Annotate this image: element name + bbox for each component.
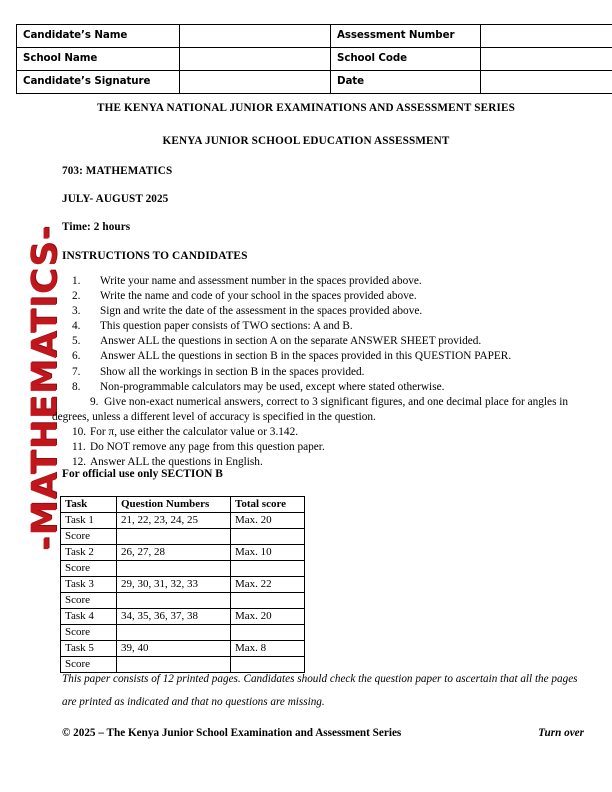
- table-row: [17, 25, 612, 48]
- table-row: [61, 529, 305, 545]
- table-row: [17, 71, 612, 94]
- table-row: [61, 577, 305, 593]
- instruction-text: Non-programmable calculators may be used, except where stated otherwise.: [100, 380, 445, 393]
- instruction-number: 2.: [72, 290, 81, 303]
- instructions-list: [52, 274, 600, 470]
- time-allowed-line: Time: 2 hours: [62, 221, 131, 233]
- questions-cell: 39, 40: [117, 641, 231, 657]
- table-row: [61, 609, 305, 625]
- instruction-item: [62, 349, 600, 364]
- section-b-score-table: [60, 496, 305, 673]
- instructions-heading: INSTRUCTIONS TO CANDIDATES: [62, 250, 248, 262]
- score-entry-cell[interactable]: [231, 529, 305, 545]
- instruction-text: Show all the workings in section B in the spaces provided.: [100, 365, 365, 378]
- candidate-name-value[interactable]: [180, 25, 331, 48]
- instruction-number: 6.: [72, 350, 81, 363]
- total-cell: Max. 8: [231, 641, 305, 657]
- instruction-item: [62, 440, 600, 455]
- instruction-item: [62, 365, 600, 380]
- instruction-item: [62, 289, 600, 304]
- candidate-details-table: [16, 24, 612, 94]
- task-cell: Score: [61, 561, 117, 577]
- instruction-number: 9.: [90, 395, 99, 408]
- instruction-text: Do NOT remove any page from this question paper.: [90, 441, 325, 454]
- instruction-text: For π, use either the calculator value or 3.142.: [90, 425, 299, 438]
- questions-cell: 34, 35, 36, 37, 38: [117, 609, 231, 625]
- score-entry-cell[interactable]: [117, 529, 231, 545]
- task-cell: Task 5: [61, 641, 117, 657]
- assessment-title: KENYA JUNIOR SCHOOL EDUCATION ASSESSMENT: [162, 135, 450, 147]
- instruction-text: Answer ALL the questions in section B in the spaces provided in this QUESTION PAPER.: [100, 350, 512, 363]
- turn-over-text: Turn over: [538, 727, 584, 739]
- task-cell: Task 4: [61, 609, 117, 625]
- column-header-questions: Question Numbers: [117, 497, 231, 513]
- instruction-text: Write the name and code of your school in the spaces provided above.: [100, 290, 417, 303]
- table-row: [61, 641, 305, 657]
- instruction-item: [62, 380, 600, 395]
- instruction-item: [62, 274, 600, 289]
- candidate-name-label: Candidate’s Name: [17, 25, 180, 48]
- exam-period-line: JULY- AUGUST 2025: [62, 193, 169, 205]
- instruction-number: 8.: [72, 380, 81, 393]
- official-use-heading: For official use only SECTION B: [62, 468, 223, 480]
- paper-pages-note: This paper consists of 12 printed pages. Candidates should check the question paper to ascertain that all the pages are printed as indicated and that no questions are missing.: [62, 673, 578, 708]
- task-cell: Score: [61, 657, 117, 673]
- task-cell: Score: [61, 593, 117, 609]
- questions-cell: 29, 30, 31, 32, 33: [117, 577, 231, 593]
- candidate-details-body: [17, 25, 612, 94]
- assessment-number-value[interactable]: [481, 25, 612, 48]
- total-cell: Max. 20: [231, 609, 305, 625]
- instruction-text: Answer ALL the questions in English.: [90, 456, 263, 469]
- score-table-head: [61, 497, 305, 513]
- instruction-number: 12.: [72, 456, 87, 469]
- score-entry-cell[interactable]: [231, 593, 305, 609]
- column-header-total: Total score: [231, 497, 305, 513]
- score-table-body: [61, 513, 305, 673]
- total-cell: Max. 10: [231, 545, 305, 561]
- instruction-text-wrapped: [52, 395, 600, 425]
- task-cell: Task 2: [61, 545, 117, 561]
- school-name-value[interactable]: [180, 48, 331, 71]
- copyright-text: © 2025 – The Kenya Junior School Examination and Assessment Series: [62, 727, 402, 739]
- vertical-subject-watermark: -MATHEMATICS-: [25, 225, 65, 551]
- instruction-number: 5.: [72, 335, 81, 348]
- instruction-number: 4.: [72, 320, 81, 333]
- score-entry-cell[interactable]: [117, 593, 231, 609]
- questions-cell: 21, 22, 23, 24, 25: [117, 513, 231, 529]
- candidate-signature-label: Candidate’s Signature: [17, 71, 180, 94]
- instruction-item: [52, 395, 600, 425]
- score-entry-cell[interactable]: [231, 625, 305, 641]
- date-value[interactable]: [481, 71, 612, 94]
- task-cell: Task 3: [61, 577, 117, 593]
- table-row: [61, 593, 305, 609]
- instruction-text: Write your name and assessment number in the spaces provided above.: [100, 275, 422, 287]
- instruction-text: Give non-exact numerical answers, correct to 3 significant figures, and one decimal place for angles in degrees, unless a different level of accuracy is specified in the question.: [52, 395, 569, 423]
- series-title: THE KENYA NATIONAL JUNIOR EXAMINATIONS AND ASSESSMENT SERIES: [97, 102, 515, 114]
- instruction-number: 1.: [72, 275, 81, 287]
- page-footer: [62, 727, 590, 739]
- task-cell: Score: [61, 529, 117, 545]
- instruction-text: This question paper consists of TWO sections: A and B.: [100, 320, 353, 333]
- score-entry-cell[interactable]: [117, 561, 231, 577]
- instruction-number: 11.: [72, 441, 86, 454]
- table-row: [61, 625, 305, 641]
- assessment-number-label: Assessment Number: [331, 25, 481, 48]
- instruction-text: Answer ALL the questions in section A on the separate ANSWER SHEET provided.: [100, 335, 482, 348]
- school-name-label: School Name: [17, 48, 180, 71]
- questions-cell: 26, 27, 28: [117, 545, 231, 561]
- instruction-item: [62, 425, 600, 440]
- instruction-item: [62, 319, 600, 334]
- instruction-text: Sign and write the date of the assessment in the spaces provided above.: [100, 305, 423, 318]
- table-header-row: [61, 497, 305, 513]
- task-cell: Task 1: [61, 513, 117, 529]
- school-code-label: School Code: [331, 48, 481, 71]
- instruction-number: 7.: [72, 365, 81, 378]
- column-header-task: Task: [61, 497, 117, 513]
- table-row: [61, 545, 305, 561]
- instruction-item: [62, 304, 600, 319]
- subject-code-line: 703: MATHEMATICS: [62, 165, 173, 177]
- instruction-number: 10.: [72, 425, 87, 438]
- instruction-number: 3.: [72, 305, 81, 318]
- table-row: [61, 561, 305, 577]
- school-code-value[interactable]: [481, 48, 612, 71]
- task-cell: Score: [61, 625, 117, 641]
- score-entry-cell[interactable]: [117, 625, 231, 641]
- date-label: Date: [331, 71, 481, 94]
- table-row: [61, 513, 305, 529]
- total-cell: Max. 20: [231, 513, 305, 529]
- total-cell: Max. 22: [231, 577, 305, 593]
- candidate-signature-value[interactable]: [180, 71, 331, 94]
- instruction-item: [62, 334, 600, 349]
- score-entry-cell[interactable]: [231, 561, 305, 577]
- table-row: [17, 48, 612, 71]
